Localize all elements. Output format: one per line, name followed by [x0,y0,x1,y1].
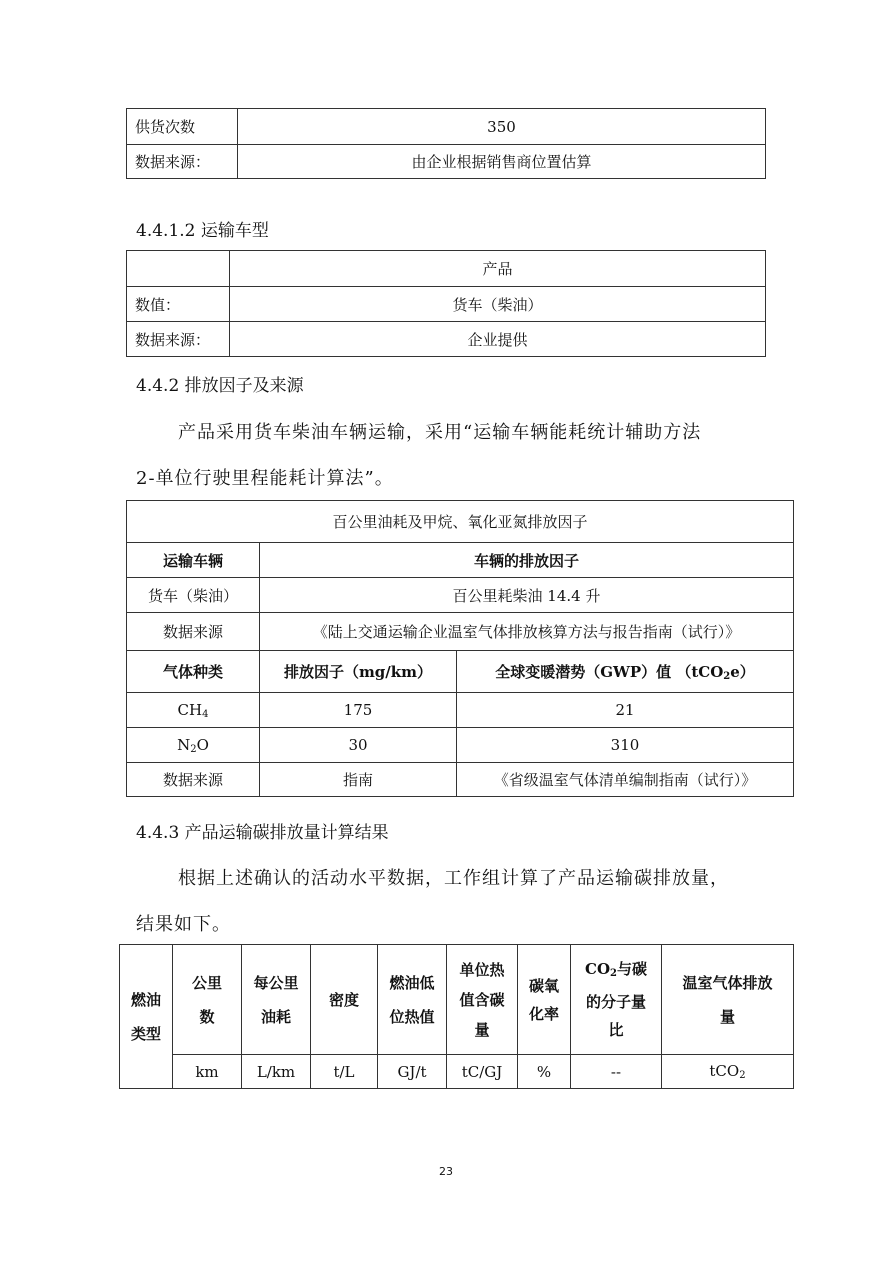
unit-oxidation: % [518,1055,571,1089]
heading-443: 4.4.3 产品运输碳排放量计算结果 [136,823,389,843]
supply-count-value: 350 [238,109,766,145]
fuel-consumption: 百公里耗柴油 14.4 升 [260,578,794,613]
para1-line1: 产品采用货车柴油车辆运输，采用“运输车辆能耗统计辅助方法 [178,422,702,443]
source2-ef: 指南 [260,763,457,797]
col-vehicle: 运输车辆 [127,543,260,578]
source-value: 《陆上交通运输企业温室气体排放核算方法与报告指南（试行）》 [260,613,794,651]
col-ncv: 燃油低位热值 [378,945,447,1055]
unit-ncv: GJ/t [378,1055,447,1089]
col-carbon-content: 单位热值含碳量 [447,945,518,1055]
col-co2-ratio: $CO_2$与碳的分子量比 [571,945,662,1055]
gwp-ch4: 21 [457,693,794,728]
heading-4412: 4.4.1.2 运输车型 [136,221,269,241]
source-label: 数据来源 [127,613,260,651]
ef-n2o: 30 [260,728,457,763]
col-oxidation: 碳氧化率 [518,945,571,1055]
vehicle-value: 货车（柴油） [230,287,766,322]
page-number: 23 [439,1165,453,1178]
emission-factor-table [126,500,794,797]
source2-gwp: 《省级温室气体清单编制指南（试行）》 [457,763,794,797]
col-factor: 车辆的排放因子 [260,543,794,578]
para1-line2: 2-单位行驶里程能耗计算法”。 [136,468,394,489]
gas-ch4: $CH_4$ [127,693,260,728]
supply-count-label: 供货次数 [127,109,238,145]
vehicle-value-label: 数值： [127,287,230,322]
supply-table [126,108,766,179]
source2-label: 数据来源 [127,763,260,797]
col-density: 密度 [311,945,378,1055]
vehicle-header-product: 产品 [230,251,766,287]
supply-source-label: 数据来源： [127,145,238,179]
heading-442: 4.4.2 排放因子及来源 [136,376,304,396]
col-km: 公里数 [173,945,242,1055]
vehicle-name: 货车（柴油） [127,578,260,613]
col-gwp: 全球变暖潜势（GWP）值 （tCO$_2$e） [457,651,794,693]
ef-ch4: 175 [260,693,457,728]
gwp-n2o: 310 [457,728,794,763]
col-ef: 排放因子（mg/km） [260,651,457,693]
col-gas: 气体种类 [127,651,260,693]
vehicle-source-label: 数据来源： [127,322,230,357]
vehicle-source-value: 企业提供 [230,322,766,357]
vehicle-type-table [126,250,766,357]
para2-line2: 结果如下。 [136,914,231,935]
unit-carbon-content: tC/GJ [447,1055,518,1089]
supply-source-value: 由企业根据销售商位置估算 [238,145,766,179]
unit-per-km: L/km [242,1055,311,1089]
gas-n2o: $N_2O$ [127,728,260,763]
col-per-km: 每公里油耗 [242,945,311,1055]
col-ghg: 温室气体排放量 [662,945,794,1055]
emission-result-table [119,944,794,1089]
ef-table-title: 百公里油耗及甲烷、氧化亚氮排放因子 [127,501,794,543]
unit-co2-ratio: -- [571,1055,662,1089]
unit-km: km [173,1055,242,1089]
col-fuel-type: 燃油类型 [120,945,173,1089]
vehicle-header-empty [127,251,230,287]
para2-line1: 根据上述确认的活动水平数据，工作组计算了产品运输碳排放量， [178,868,729,889]
unit-density: t/L [311,1055,378,1089]
unit-ghg: tCO$_2$ [662,1055,794,1089]
